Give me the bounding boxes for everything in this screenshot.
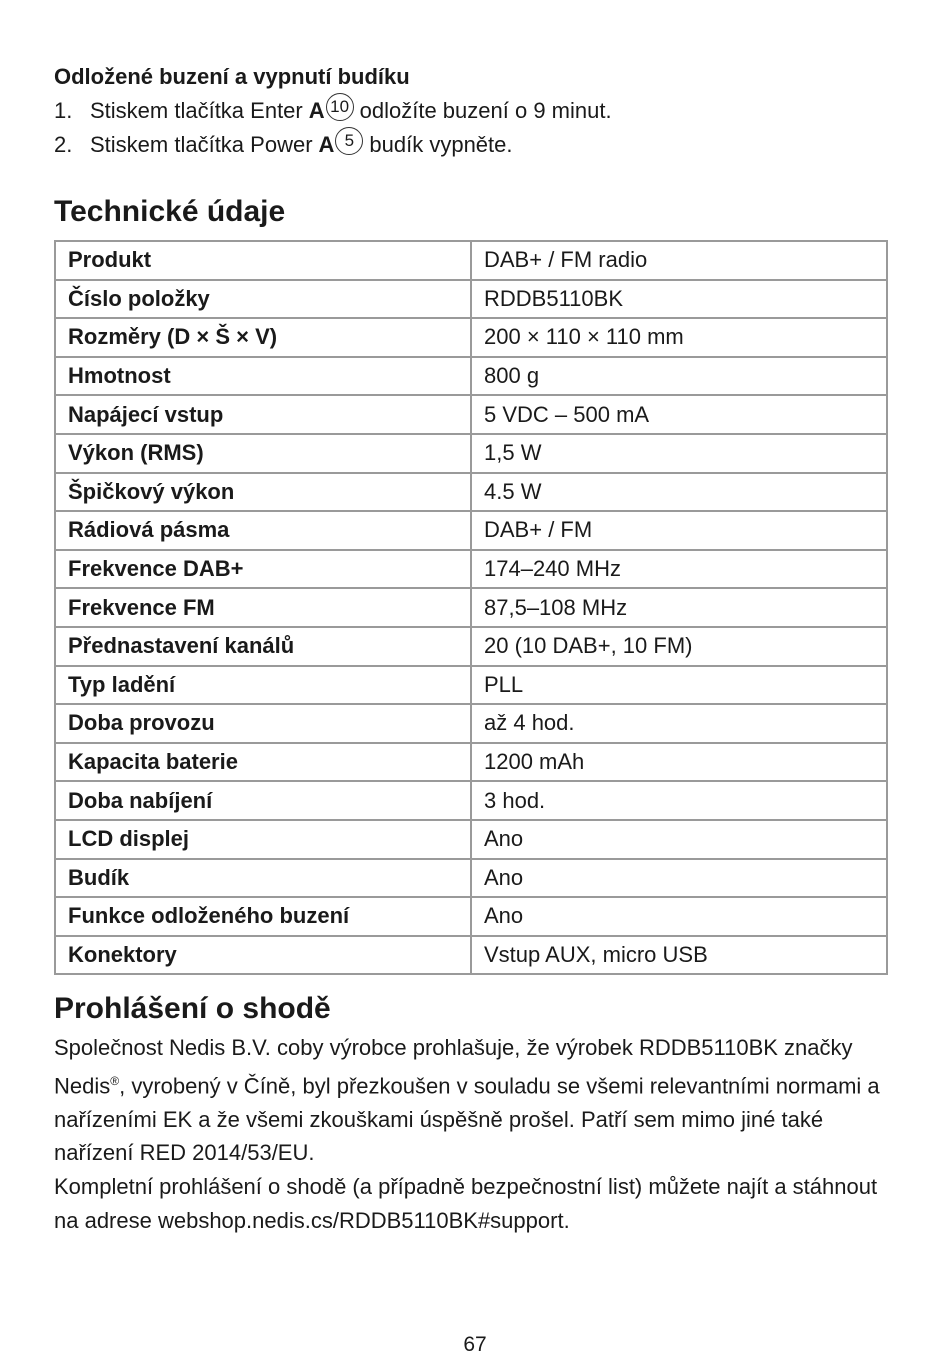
spec-value: až 4 hod. <box>471 704 887 743</box>
spec-label: Napájecí vstup <box>55 395 471 434</box>
table-row <box>55 704 887 743</box>
snooze-steps <box>54 94 888 162</box>
spec-value: DAB+ / FM radio <box>471 241 887 280</box>
spec-value: 200 × 110 × 110 mm <box>471 318 887 357</box>
spec-value: Ano <box>471 859 887 898</box>
table-row <box>55 666 887 705</box>
tech-specs-title: Technické údaje <box>54 195 286 228</box>
spec-label: Produkt <box>55 241 471 280</box>
spec-value: 3 hod. <box>471 781 887 820</box>
registered-mark: ® <box>110 1073 120 1088</box>
spec-label: Doba provozu <box>55 704 471 743</box>
table-row <box>55 743 887 782</box>
spec-value: RDDB5110BK <box>471 280 887 319</box>
spec-label: Frekvence DAB+ <box>55 550 471 589</box>
table-row <box>55 357 887 396</box>
spec-value: 1200 mAh <box>471 743 887 782</box>
page-number: 67 <box>463 1333 487 1356</box>
step-text: odložíte buzení o 9 minut. <box>359 98 612 123</box>
circled-number-icon: 10 <box>326 93 354 121</box>
table-row <box>55 395 887 434</box>
spec-label: Rádiová pásma <box>55 511 471 550</box>
spec-value: 174–240 MHz <box>471 550 887 589</box>
table-row <box>55 550 887 589</box>
spec-label: Doba nabíjení <box>55 781 471 820</box>
spec-label: Typ ladění <box>55 666 471 705</box>
table-row <box>55 434 887 473</box>
spec-value: 800 g <box>471 357 887 396</box>
table-row <box>55 511 887 550</box>
spec-label: Přednastavení kanálů <box>55 627 471 666</box>
table-row <box>55 820 887 859</box>
spec-label: Špičkový výkon <box>55 473 471 512</box>
spec-value: Ano <box>471 897 887 936</box>
spec-value: 87,5–108 MHz <box>471 588 887 627</box>
spec-label: Rozměry (D × Š × V) <box>55 318 471 357</box>
spec-label: Číslo položky <box>55 280 471 319</box>
spec-value: PLL <box>471 666 887 705</box>
manual-page <box>54 60 888 1237</box>
figure-letter: A <box>308 98 325 123</box>
table-row <box>55 627 887 666</box>
table-row <box>55 781 887 820</box>
declaration-paragraph <box>54 1031 888 1170</box>
step-number: 1. <box>54 98 73 123</box>
spec-label: LCD displej <box>55 820 471 859</box>
table-row <box>55 241 887 280</box>
spec-label: Frekvence FM <box>55 588 471 627</box>
table-row <box>55 859 887 898</box>
table-row <box>55 473 887 512</box>
step-text: Stiskem tlačítka Enter <box>90 98 303 123</box>
spec-label: Funkce odloženého buzení <box>55 897 471 936</box>
table-row <box>55 280 887 319</box>
table-row <box>55 588 887 627</box>
circled-number-icon: 5 <box>335 127 363 155</box>
tech-specs-table <box>54 240 888 975</box>
table-row <box>55 318 887 357</box>
spec-value: 4.5 W <box>471 473 887 512</box>
spec-value: Ano <box>471 820 887 859</box>
spec-label: Výkon (RMS) <box>55 434 471 473</box>
spec-label: Kapacita baterie <box>55 743 471 782</box>
spec-label: Hmotnost <box>55 357 471 396</box>
table-row <box>55 897 887 936</box>
spec-value: Vstup AUX, micro USB <box>471 936 887 975</box>
table-row <box>55 936 887 975</box>
spec-value: 5 VDC – 500 mA <box>471 395 887 434</box>
list-item <box>54 128 888 162</box>
step-text: Stiskem tlačítka Power <box>90 132 313 157</box>
declaration-text: Společnost Nedis B.V. coby výrobce prohlašuje, že výrobek RDDB5110BK značky Nedis <box>54 1035 853 1099</box>
declaration-text: , vyrobený v Číně, byl přezkoušen v souladu se všemi relevantními normami a nařízeními EK a že všemi zkouškami úspěšně prošel. Patří sem mimo jiné také nařízení RED 2014/53/EU. <box>54 1073 880 1166</box>
step-number: 2. <box>54 132 73 157</box>
list-item <box>54 94 888 128</box>
declaration-paragraph: Kompletní prohlášení o shodě (a případně bezpečnostní list) můžete najít a stáhnout na adrese webshop.nedis.cs/RDDB5110BK#support. <box>54 1173 878 1233</box>
snooze-heading: Odložené buzení a vypnutí budíku <box>54 64 410 89</box>
spec-value: 1,5 W <box>471 434 887 473</box>
spec-value: 20 (10 DAB+, 10 FM) <box>471 627 887 666</box>
step-text: budík vypněte. <box>369 132 513 157</box>
figure-letter: A <box>318 132 335 157</box>
spec-label: Konektory <box>55 936 471 975</box>
declaration-title: Prohlášení o shodě <box>54 992 331 1026</box>
spec-label: Budík <box>55 859 471 898</box>
spec-value: DAB+ / FM <box>471 511 887 550</box>
